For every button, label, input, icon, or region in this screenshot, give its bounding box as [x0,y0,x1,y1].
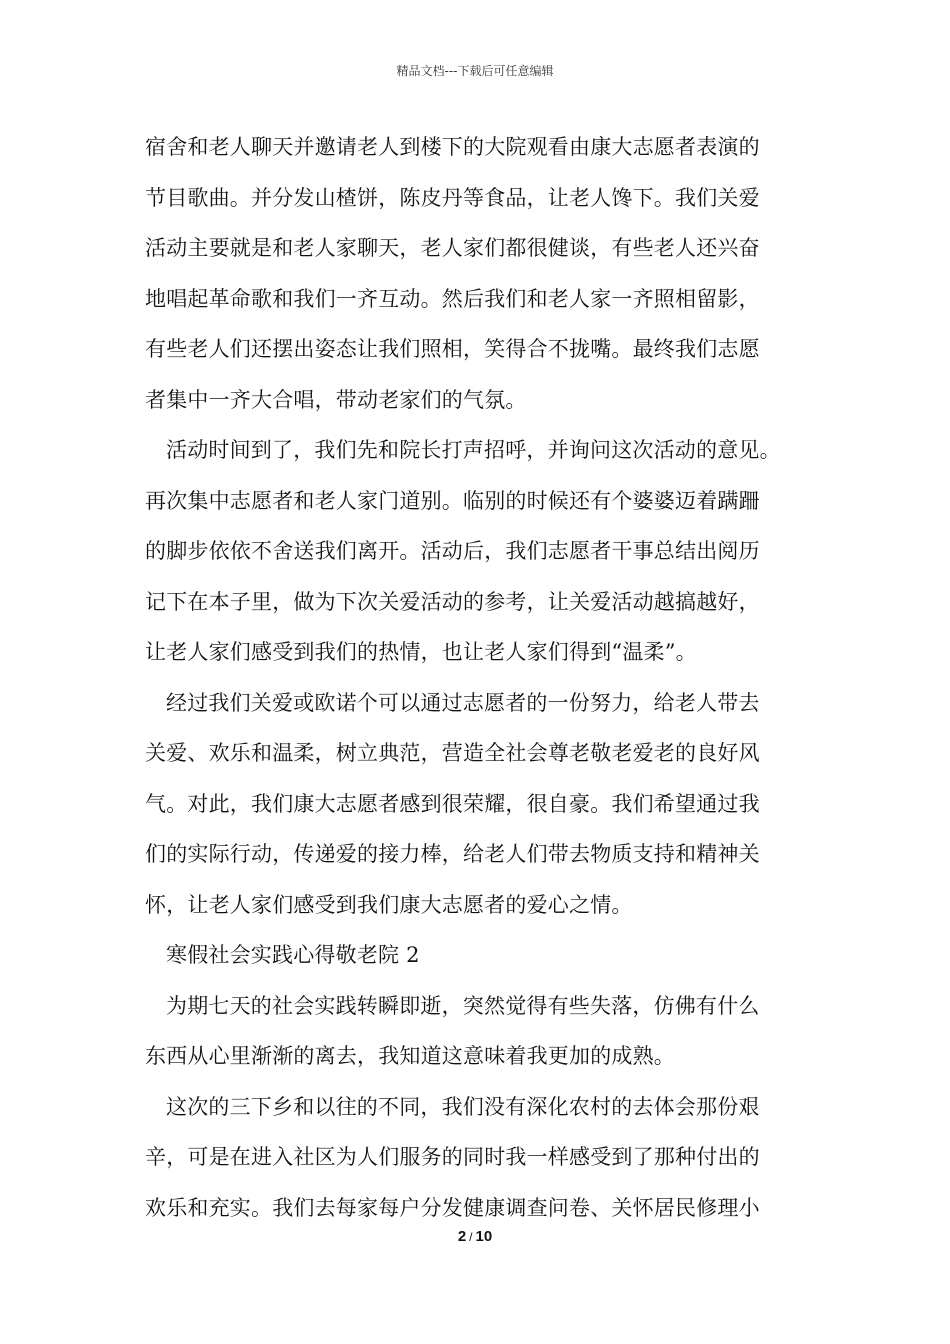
text-line: 者集中一齐大合唱，带动老家们的气氛。 [145,387,527,412]
text-line: 让老人家们感受到我们的热情，也让老人家们得到“温柔”。 [145,640,697,664]
text-line: 辛，可是在进入社区为人们服务的同时我一样感受到了那种付出的 [145,1145,760,1169]
text-line: 宿舍和老人聊天并邀请老人到楼下的大院观看由康大志愿者表演的 [145,135,760,159]
text-line: 欢乐和充实。我们去每家每户分发健康调查问卷、关怀居民修理小 [145,1195,760,1220]
page-separator: / [469,1230,473,1244]
text-line: 寒假社会实践心得敬老院 2 [166,943,420,967]
text-line: 气。对此，我们康大志愿者感到很荣耀，很自豪。我们希望通过我 [145,791,760,816]
text-line: 这次的三下乡和以往的不同，我们没有深化农村的去体会那份艰 [166,1094,760,1119]
current-page: 2 [457,1228,467,1245]
page-number [0,1228,950,1245]
text-line: 关爱、欢乐和温柔，树立典范，营造全社会尊老敬老爱老的良好风 [145,741,760,765]
text-line: 记下在本子里，做为下次关爱活动的参考，让关爱活动越搞越好， [145,589,760,614]
text-line: 经过我们关爱或欧诺个可以通过志愿者的一份努力，给老人带去 [166,690,760,715]
page-header: 精品文档---下载后可任意编辑 [396,64,554,78]
text-line: 活动主要就是和老人家聊天，老人家们都很健谈，有些老人还兴奋 [145,236,760,260]
text-line: 再次集中志愿者和老人家门道别。临别的时候还有个婆婆迈着蹒跚 [145,488,760,513]
text-line: 有些老人们还摆出姿态让我们照相，笑得合不拢嘴。最终我们志愿 [145,337,760,361]
text-line: 怀，让老人家们感受到我们康大志愿者的爱心之情。 [145,892,633,917]
text-line: 为期七天的社会实践转瞬即逝，突然觉得有些失落，仿佛有什么 [166,993,760,1018]
text-line: 节目歌曲。并分发山楂饼，陈皮丹等食品，让老人馋下。我们关爱 [145,185,760,210]
text-line: 地唱起革命歌和我们一齐互动。然后我们和老人家一齐照相留影， [145,286,760,311]
text-line: 们的实际行动，传递爱的接力棒，给老人们带去物质支持和精神关 [145,842,760,866]
text-line: 活动时间到了，我们先和院长打声招呼，并询问这次活动的意见。 [166,438,781,462]
text-line: 东西从心里渐渐的离去，我知道这意味着我更加的成熟。 [145,1044,675,1068]
text-line: 的脚步依依不舍送我们离开。活动后，我们志愿者干事总结出阅历 [145,539,760,563]
total-pages: 10 [475,1228,493,1245]
